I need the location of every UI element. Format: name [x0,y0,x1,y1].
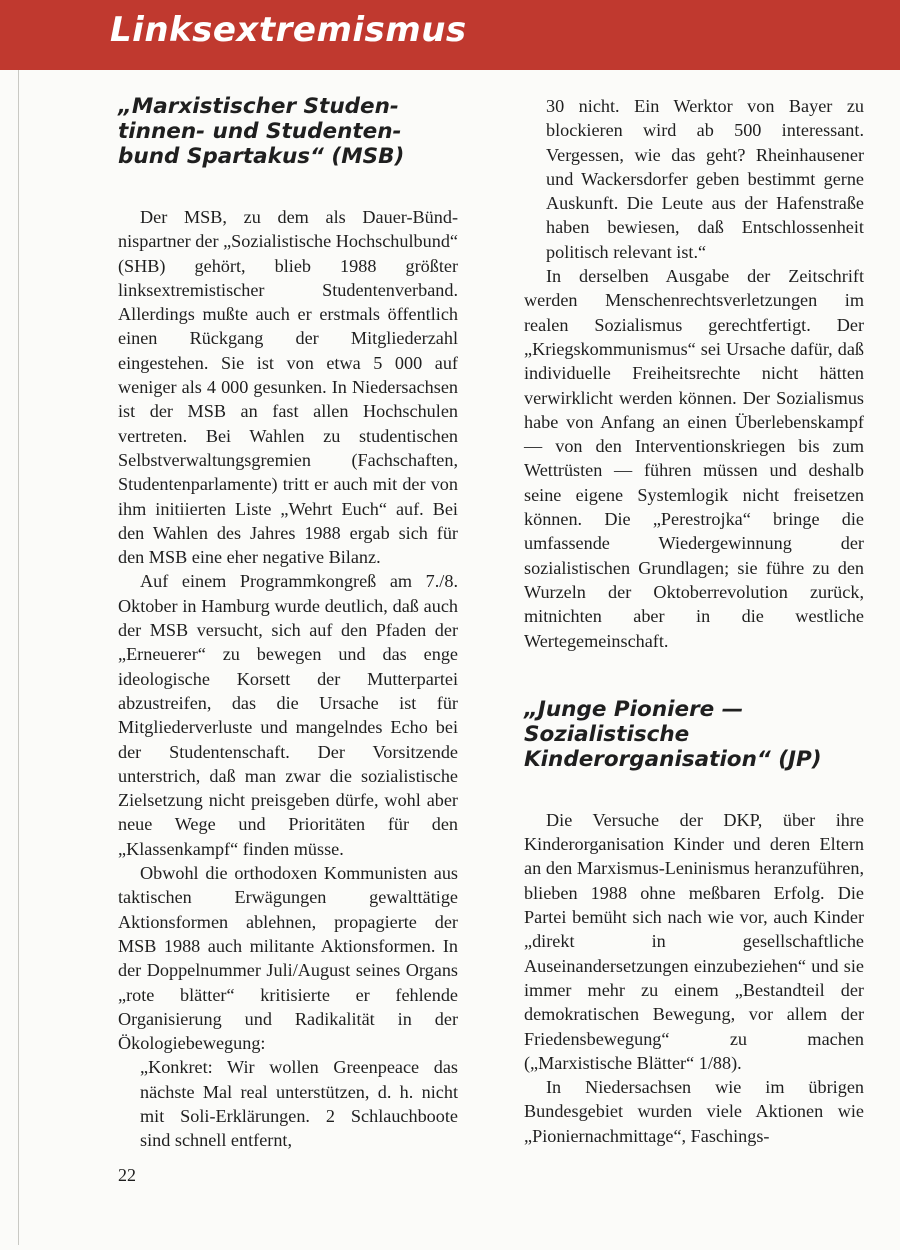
page-edge-line [18,70,19,1245]
section-spacer [524,653,864,697]
section-banner [0,0,900,70]
right-column [524,94,864,1148]
greenpeace-quote-continued: 30 nicht. Ein Werktor von Bayer zu blockieren wird ab 500 interessant. Vergessen, wie das geht? Rheinhausener und Wackersdorfer geben bestimmt gerne Auskunft. Die Leute aus der Hafenstraße haben bewiesen, daß Entschlossenheit politisch relevant ist.“ [546,96,864,262]
heading-spacer [524,772,864,808]
section-title: Linksextremismus [110,10,467,50]
msb-paragraph-4: In derselben Ausgabe der Zeitschrift werden Menschenrechtsverletzungen im realen Sozialismus gerechtfertigt. Der „Kriegskommunismus“ sei Ursache dafür, daß individuelle Freiheitsrechte nicht hätten verwirklicht werden können. Der Sozialismus habe von Anfang an einen Überlebenskampf — von den Interventionskriegen bis zum Wettrüsten — führen müssen und deshalb seine eigene Systemlogik nicht freisetzen können. Die „Perestrojka“ bringe die umfassende Wiedergewinnung der sozialistischen Grundlagen; sie führe zu den Wurzeln der Oktoberrevolution zurück, mitnichten aber in die westliche Wertegemeinschaft. [524,266,864,651]
jp-paragraph-2: In Niedersachsen wie im übrigen Bundesgebiet wurden viele Aktionen wie „Pioniernachmittage“, Faschings- [524,1077,864,1146]
msb-paragraph-3: Obwohl die orthodoxen Kommunisten aus taktischen Erwägungen gewalttätige Aktionsformen ablehnen, propagierte der MSB 1988 auch militante Aktionsformen. In der Doppelnummer Juli/August seines Organs „rote blätter“ kritisierte er fehlende Organisierung und Radikalität in der Ökologiebewegung: [118,863,458,1054]
msb-paragraph-1: Der MSB, zu dem als Dauer-Bündnispartner der „Sozialistische Hochschulbund“ (SHB) gehört, blieb 1988 größter linksextremistischer Studentenverband. Allerdings mußte auch er erstmals öffentlich einen Rückgang der Mitgliederzahl eingestehen. Sie ist von etwa 5 000 auf weniger als 4 000 gesunken. In Niedersachsen ist der MSB an fast allen Hochschulen vertreten. Bei Wahlen zu studentischen Selbstverwaltungsgremien (Fachschaften, Studentenparlamente) tritt er auch mit der von ihm initiierten Liste „Wehrt Euch“ auf. Bei den Wahlen des Jahres 1988 ergab sich für den MSB eine eher negative Bilanz. [118,207,458,568]
heading-spacer [118,169,458,205]
jp-heading: „Junge Pioniere — Sozialistische Kinderorganisation“ (JP) [524,696,822,772]
greenpeace-quote: „Konkret: Wir wollen Greenpeace das nächste Mal real unterstützen, d. h. nicht mit Soli-Erklärungen. 2 Schlauchboote sind schnell entfernt, [140,1057,458,1151]
page-number: 22 [118,1165,136,1185]
msb-paragraph-2: Auf einem Programmkongreß am 7./8. Oktober in Hamburg wurde deutlich, daß auch der MSB versucht, sich auf den Pfaden der „Erneuerer“ zu bewegen und das enge ideologische Korsett der Mutterpartei abzustreifen, das die Ursache ist für Mitgliederverluste und mangelndes Echo bei der Studentenschaft. Der Vorsitzende unterstrich, daß man zwar die sozialistische Zielsetzung nicht preisgeben dürfe, wohl aber neue Wege und Prioritäten für den „Klassenkampf“ finden müsse. [118,571,458,859]
jp-paragraph-1: Die Versuche der DKP, über ihre Kinderorganisation Kinder und deren Eltern an den Marxismus-Leninismus heranzuführen, blieben 1988 ohne meßbaren Erfolg. Die Partei bemüht sich nach wie vor, auch Kinder „direkt in gesellschaftliche Auseinandersetzungen einzubeziehen“ und sie immer mehr zu einem „Bestandteil der demokratischen Bewegung, vor allem der Friedensbewegung“ zu machen („Marxistische Blätter“ 1/88). [524,809,864,1073]
left-column [118,94,458,1153]
msb-heading: „Marxistischer Studen- tinnen- und Studenten- bund Spartakus“ (MSB) [118,94,405,169]
